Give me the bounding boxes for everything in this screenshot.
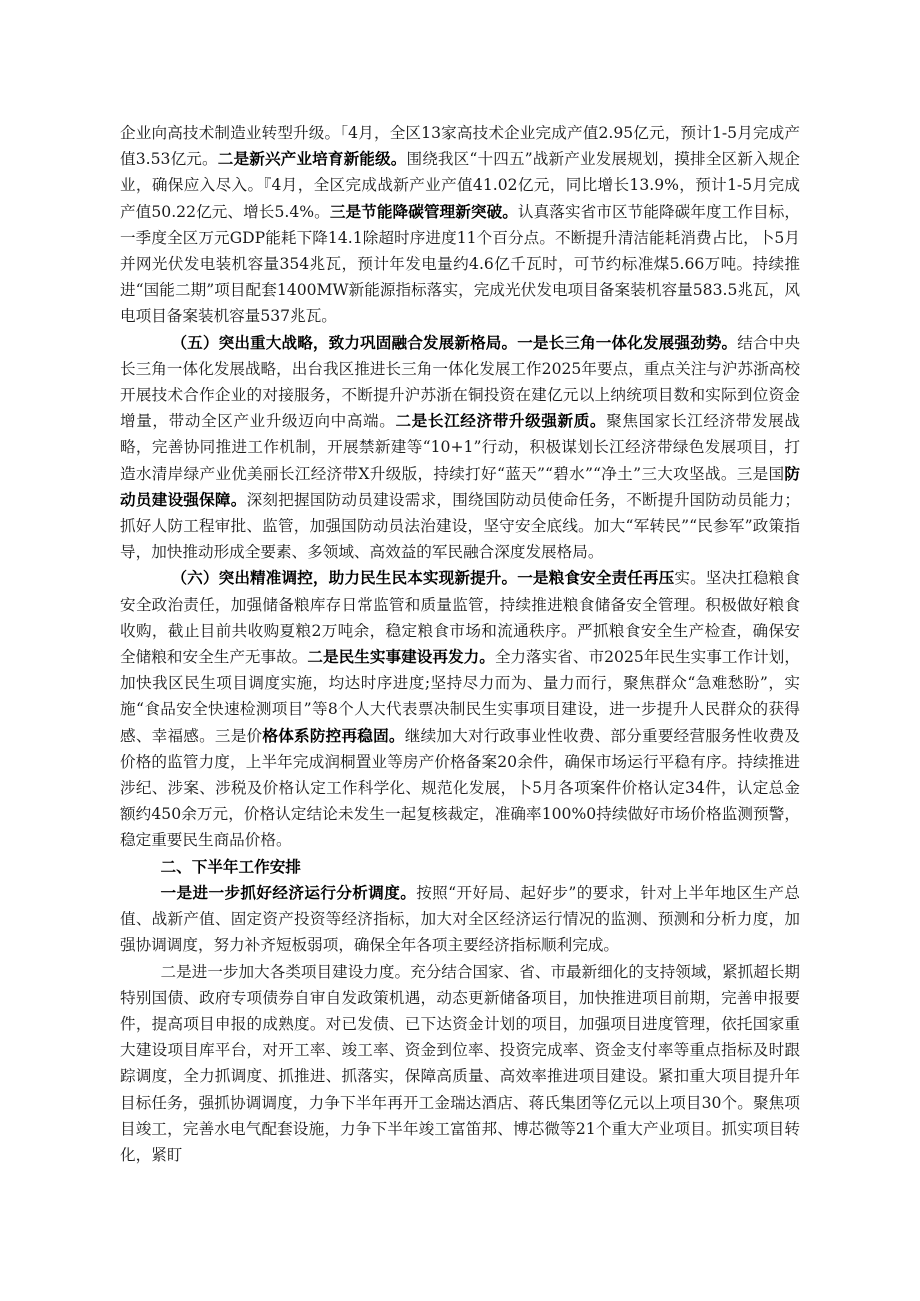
bold-phrase: 一是进一步抓好经济运行分析调度。 [160,882,417,902]
bold-phrase: （六）突出精准调控，助力民生民本实现新提升。一是粮食安全责任再压 [171,568,675,588]
text-run: 全力落实省、市2025年民生实事工作计划，加快我区民生项目调度实施，均达时序进度;坚持尽力而为、量力而行，聚焦群众“急难愁盼”，实施“食品安全快速检测项目”等8个人大代表票决制民生实事项目建设，进一步提升人民群众的获得感、幸福感。三是价 [120,648,800,745]
bold-phrase: 二是民生实事建设再发力。 [307,647,495,667]
bold-phrase: 二、下半年工作安排 [160,856,301,876]
paragraph-industry-upgrade [120,120,800,330]
bold-phrase: （五）突出重大战略，致力巩固融合发展新格局。一是长三角一体化发展强劲势。 [171,332,738,352]
text-run: 充分结合国家、省、市最新细化的支持领域，紧抓超长期特别国债、政府专项债券自审自发政策机遇，动态更新储备项目，加快推进项目前期，完善申报要件，提高项目申报的成熟度。对已发债、已下达资金计划的项目，加强项目进度管理，依托国家重大建设项目库平台，对开工率、竣工率、资金到位率、投资完成率、资金支付率等重点指标及时跟踪调度，全力抓调度、抓推进、抓落实，保障高质量、高效率推进项目建设。紧扣重大项目提升年目标任务，强抓协调调度，力争下半年再开工金瑞达酒店、蒋氏集团等亿元以上项目30个。聚焦项目竣工，完善水电气配套设施，力争下半年竣工富笛邦、博芯微等21个重大产业项目。抓实项目转化，紧盯 [120,962,800,1164]
bold-phrase: 三是节能降碳管理新突破。 [329,201,518,221]
text-run: 继续加大对行政事业性收费、部分重要经营服务性收费及价格的监管力度，上半年完成润桐置业等房产价格备案20余件，确保市场运行平稳有序。持续推进涉纪、涉案、涉税及价格认定工作科学化、规范化发展，卜5月各项案件价格认定34件，认定总金额约450余万元，价格认定结论未发生一起复核裁定，准确率100%0持续做好市场价格监测预警，稳定重要民生商品价格。 [120,726,800,850]
bold-phrase: 二是新兴产业培育新能级。 [217,149,407,169]
bold-phrase: 防动员建设强保障。 [120,463,800,509]
paragraph-precise-regulation [120,565,800,853]
paragraph-major-strategy [120,330,800,566]
text-run: 围绕我区“十四五”战新产业发展规划，摸排全区新入规企业，确保应入尽入。『4月，全区完成战新产业产值41.02亿元，同比增长13.9%，预计1-5月完成产值50.22亿元、增长5.4%。 [120,150,800,221]
text-run: 企业向高技术制造业转型升级。「4月，全区13家高技术企业完成产值2.95亿元，预计1-5月完成产值3.53亿元。 [120,124,800,169]
text-run: 按照“开好局、起好步”的要求，针对上半年地区生产总值、战新产值、固定资产投资等经济指标，加大对全区经济运行情况的监测、预测和分析力度，加强协调调度，努力补齐短板弱项，确保全年各项主要经济指标顺利完成。 [120,883,800,955]
document-body [120,120,800,1168]
text-run: 结合中央长三角一体化发展战略，出台我区推进长三角一体化发展工作2025年要点，重点关注与沪苏浙高校开展技术合作企业的对接服务，不断提升沪苏浙在铜投资在建亿元以上纳统项目数和实际到位资金增量，带动全区产业升级迈向中高端。 [120,333,800,431]
paragraph-economic-analysis [120,880,800,959]
bold-phrase: 二是长江经济带升级强新质。 [395,411,607,431]
section-heading-second-half-plan [120,854,800,880]
paragraph-project-construction [120,959,800,1169]
text-run: 认真落实省市区节能降碳年度工作目标，一季度全区万元GDP能耗下降14.1除超时序进度11个百分点。不断提升清洁能耗消费占比，卜5月并网光伏发电装机容量354兆瓦，预计年发电量约4.6亿千瓦时，可节约标准煤5.66万吨。持续推进“国能二期”项目配套1400MW新能源指标落实，完成光伏发电项目备案装机容量583.5兆瓦，风电项目备案装机容量537兆瓦。 [120,202,800,326]
text-run: 实。坚决扛稳粮食安全政治责任，加强储备粮库存日常监管和质量监管，持续推进粮食储备安全管理。积极做好粮食收购，截止目前共收购夏粮2万吨余，稳定粮食市场和流通秩序。严抓粮食安全生产检查，确保安全储粮和安全生产无事故。 [120,569,800,667]
bold-phrase: 格体系防控再稳固。 [262,725,405,745]
text-run: 深刻把握国防动员建设需求，围绕国防动员使命任务，不断提升国防动员能力；抓好人防工程审批、监管，加强国防动员法治建设，坚守安全底线。加大“军转民”“民参军”政策指导，加快推动形成全要素、多领域、高效益的军民融合深度发展格局。 [120,490,800,562]
text-run: 聚焦国家长江经济带发展战略，完善协同推进工作机制，开展禁新建等“10+1”行动，积极谋划长江经济带绿色发展项目，打造水清岸绿产业优美丽长江经济带X升级版，持续打好“蓝天”“碧水”“净土”三大攻坚战。三是国 [120,412,800,483]
text-run: 二是进一步加大各类项目建设力度。 [160,962,411,981]
